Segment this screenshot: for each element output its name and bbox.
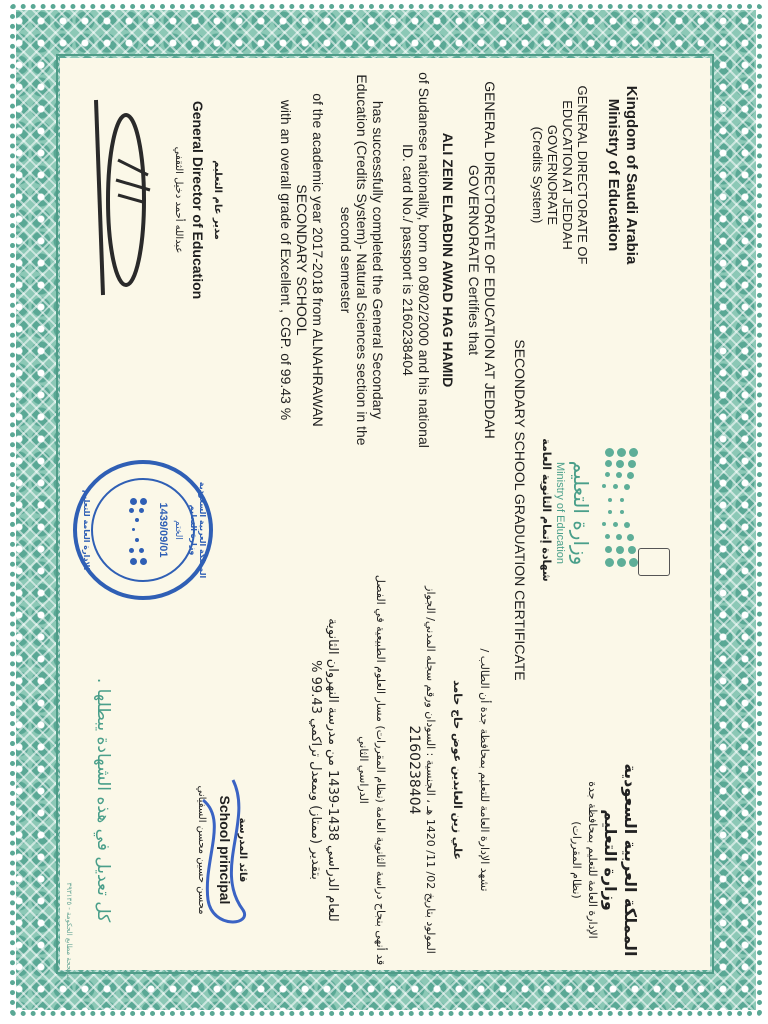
body-line: Education (Credits System)- Natural Sciences section in the [354,74,370,446]
official-stamp [73,460,213,600]
footer-warning: كل تعديل في هذه الشهادة يبطلها . [93,677,113,923]
body-ar [307,560,493,980]
principal-signature-icon [173,760,263,940]
logo-name-en: Ministry of Education [554,461,566,565]
directorate-ar: الإدارة العامة للتعليم بمحافظة جدة [586,781,599,939]
body-line-ar: المولود بتاريخ 02/ 11/ 1420 هـ ، الجنسية : السودان ورقم سجله المدني/ الجواز [424,586,437,954]
ministry-en: Ministry of Education [605,98,622,252]
body-line: of the academic year 2017-2018 from ALNAHRAWAN [310,93,326,427]
directorate-line: EDUCATION AT JEDDAH [560,100,575,250]
body-line-ar: للعام الدراسي 1438-1439 من مدرسة النهروان الثانوية [325,618,340,922]
directorate-line: GENERAL DIRECTORATE OF [575,85,590,265]
student-name-en: ALI ZEIN ELABDIN AWAD HAG HAMID [440,132,456,388]
country-ar: المملكة العربية السعودية [621,763,640,957]
grade-line-ar: بتقدير (ممتاز) وبمعدل تراكمي 99.43 % [308,660,323,880]
body-line: SECONDARY SCHOOL [294,184,310,336]
logo-name-ar: وزارة التعليم [569,460,593,566]
grade-line-en: with an overall grade of Excellent , CGP. of 99.43 % [278,99,294,421]
title-ar: شهادة إتمام الثانوية العامة [540,438,553,582]
principal-title-en: School principal [217,795,233,905]
title-en: SECONDARY SCHOOL GRADUATION CERTIFICATE [512,339,528,681]
directorate-en [530,80,590,270]
country-en: Kingdom of Saudi Arabia [623,85,640,265]
system-ar: (نظام المقررات) [570,821,583,899]
stamp-logo-dots-icon [117,498,147,568]
student-name-ar: علي زين العابدين عوض حاج حامد [451,680,464,860]
body-line: second semester [338,206,354,314]
body-line: ID. card No./ passport is 2160238404 [400,144,416,376]
printer-note: مصححة مطابع الحكومة - ٣٩٣١٣٥ [65,882,73,980]
body-line: GOVERNORATE Certifies that [466,164,482,356]
ministry-logo [548,438,678,588]
principal-name-ar: محسن حسين محسن السفياني [196,785,207,915]
director-signature-icon [88,90,188,310]
body-line: GENERAL DIRECTORATE OF EDUCATION AT JEDDAH [482,81,498,439]
body-line-ar: الدراسي الثاني [357,736,370,804]
id-number: 2160238404 [406,725,422,815]
stamp-label: الختم [173,520,183,540]
director-title-ar: مدير عام التعليم [212,160,223,240]
body-line-ar: قد أنهى بنجاح دراسة الثانوية العامة (نظام المقررات) مسار العلوم الطبيعية في الفصل [374,574,387,966]
director-title-en: General Director of Education [190,100,206,300]
body-line: of Sudanese nationality, born on 08/02/2000 and his national [416,72,432,448]
saudi-emblem-icon [638,548,670,576]
ministry-ar: وزارة التعليم [601,809,620,911]
header-ar [568,760,640,960]
stamp-ring-top: المملكة العربية السعودية وزارة التعليم [189,481,207,579]
header-en [604,80,640,270]
body-en [278,60,498,460]
stamp-date: 1439/09/01 [157,502,169,558]
stamp-ring-bottom: الإدارة العامة للتعليم [82,489,91,571]
directorate-line: GOVERNORATE [545,124,560,226]
directorate-line: (Credits System) [530,126,545,224]
body-line: has successfully completed the General Secondary [370,100,386,420]
director-name-ar: عبدالله أحمد دخيل الثقفي [173,146,184,254]
principal-title-ar: قائد المدرسة [237,817,248,883]
logo-dots-icon [598,448,638,568]
body-line-ar: تشهد الإدارة العامة للتعليم بمحافظة جدة أن الطالب / [478,648,491,892]
